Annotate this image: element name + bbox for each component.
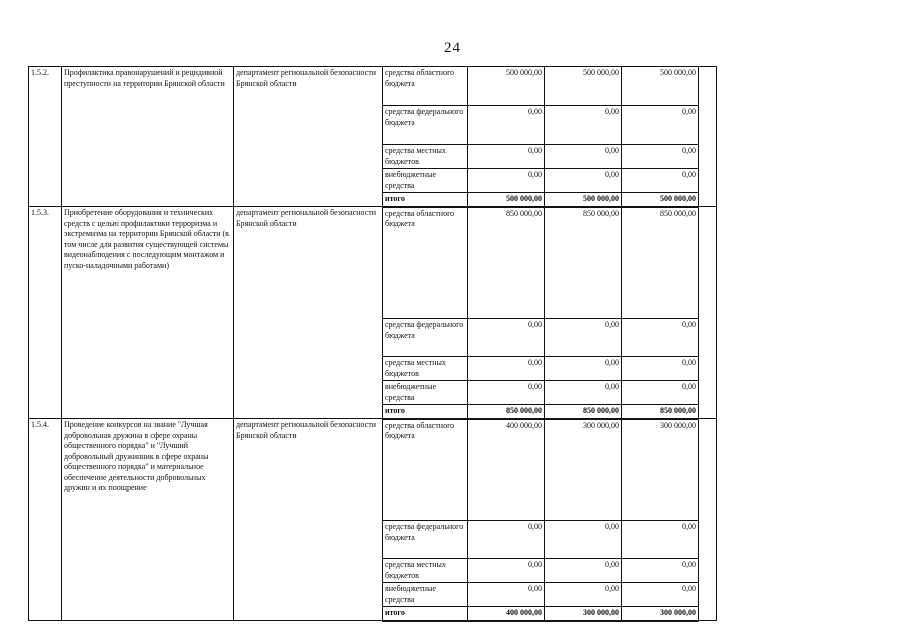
item-title: Приобретение оборудования и технических средств с целью профилактики терроризма и экстремизма на территории Брянской области (в том числе для развития существующей системы видеонаблюдения с последующим монтажом и пуско-наладочными работами) <box>62 207 234 419</box>
amount-cell: 0,00 <box>545 319 622 357</box>
table-row <box>29 67 717 106</box>
amount-cell: 0,00 <box>468 169 545 193</box>
amount-cell: 0,00 <box>468 106 545 145</box>
amount-cell: 0,00 <box>622 559 699 583</box>
item-executor: департамент региональной безопасности Брянской области <box>234 67 383 207</box>
total-amount: 500 000,00 <box>622 193 699 207</box>
amount-cell: 0,00 <box>468 583 545 607</box>
source-label: средства областного бюджета <box>383 207 468 319</box>
source-label: внебюджетные средства <box>383 381 468 405</box>
source-label: средства федерального бюджета <box>383 319 468 357</box>
amount-cell: 0,00 <box>622 583 699 607</box>
amount-cell: 500 000,00 <box>622 67 699 106</box>
source-label: средства областного бюджета <box>383 67 468 106</box>
amount-cell: 0,00 <box>622 521 699 559</box>
amount-cell: 0,00 <box>468 319 545 357</box>
source-label: средства местных бюджетов <box>383 357 468 381</box>
source-label: средства областного бюджета <box>383 419 468 521</box>
amount-cell: 0,00 <box>468 381 545 405</box>
amount-cell: 500 000,00 <box>545 67 622 106</box>
empty-cell <box>699 207 717 419</box>
total-amount: 850 000,00 <box>545 405 622 419</box>
total-amount: 300 000,00 <box>545 607 622 621</box>
source-label: внебюджетные средства <box>383 169 468 193</box>
amount-cell: 0,00 <box>545 559 622 583</box>
total-label: итого <box>383 405 468 419</box>
total-amount: 300 000,00 <box>622 607 699 621</box>
amount-cell: 0,00 <box>622 357 699 381</box>
total-amount: 500 000,00 <box>545 193 622 207</box>
total-amount: 500 000,00 <box>468 193 545 207</box>
budget-table <box>28 66 717 622</box>
item-executor: департамент региональной безопасности Брянской области <box>234 419 383 621</box>
total-label: итого <box>383 607 468 621</box>
amount-cell: 0,00 <box>545 169 622 193</box>
amount-cell: 0,00 <box>545 583 622 607</box>
amount-cell: 0,00 <box>468 145 545 169</box>
amount-cell: 0,00 <box>622 106 699 145</box>
amount-cell: 0,00 <box>622 169 699 193</box>
amount-cell: 0,00 <box>545 521 622 559</box>
empty-cell <box>699 67 717 207</box>
amount-cell: 0,00 <box>468 357 545 381</box>
amount-cell: 850 000,00 <box>468 207 545 319</box>
source-label: средства местных бюджетов <box>383 559 468 583</box>
amount-cell: 0,00 <box>545 381 622 405</box>
amount-cell: 0,00 <box>622 381 699 405</box>
item-title: Проведение конкурсов на звание "Лучшая добровольная дружина в сфере охраны общественного порядка" и "Лучший добровольный дружинник в сфере охраны общественного порядка" и материальное обеспечение деятельности добровольных дружин и их поощрение <box>62 419 234 621</box>
source-label: внебюджетные средства <box>383 583 468 607</box>
table-row <box>29 419 717 521</box>
amount-cell: 0,00 <box>622 319 699 357</box>
item-title: Профилактика правонарушений и рецидивной преступности на территории Брянской области <box>62 67 234 207</box>
total-amount: 850 000,00 <box>622 405 699 419</box>
amount-cell: 300 000,00 <box>622 419 699 521</box>
table-row <box>29 207 717 319</box>
amount-cell: 0,00 <box>622 145 699 169</box>
total-amount: 850 000,00 <box>468 405 545 419</box>
item-number: 1.5.2. <box>29 67 62 207</box>
amount-cell: 0,00 <box>468 521 545 559</box>
source-label: средства федерального бюджета <box>383 106 468 145</box>
amount-cell: 400 000,00 <box>468 419 545 521</box>
source-label: средства федерального бюджета <box>383 521 468 559</box>
amount-cell: 0,00 <box>468 559 545 583</box>
amount-cell: 850 000,00 <box>622 207 699 319</box>
page-number: 24 <box>444 40 461 56</box>
amount-cell: 500 000,00 <box>468 67 545 106</box>
source-label: средства местных бюджетов <box>383 145 468 169</box>
empty-cell <box>699 419 717 621</box>
amount-cell: 0,00 <box>545 357 622 381</box>
amount-cell: 300 000,00 <box>545 419 622 521</box>
total-label: итого <box>383 193 468 207</box>
item-number: 1.5.3. <box>29 207 62 419</box>
amount-cell: 0,00 <box>545 145 622 169</box>
amount-cell: 0,00 <box>545 106 622 145</box>
item-number: 1.5.4. <box>29 419 62 621</box>
item-executor: департамент региональной безопасности Брянской области <box>234 207 383 419</box>
amount-cell: 850 000,00 <box>545 207 622 319</box>
total-amount: 400 000,00 <box>468 607 545 621</box>
